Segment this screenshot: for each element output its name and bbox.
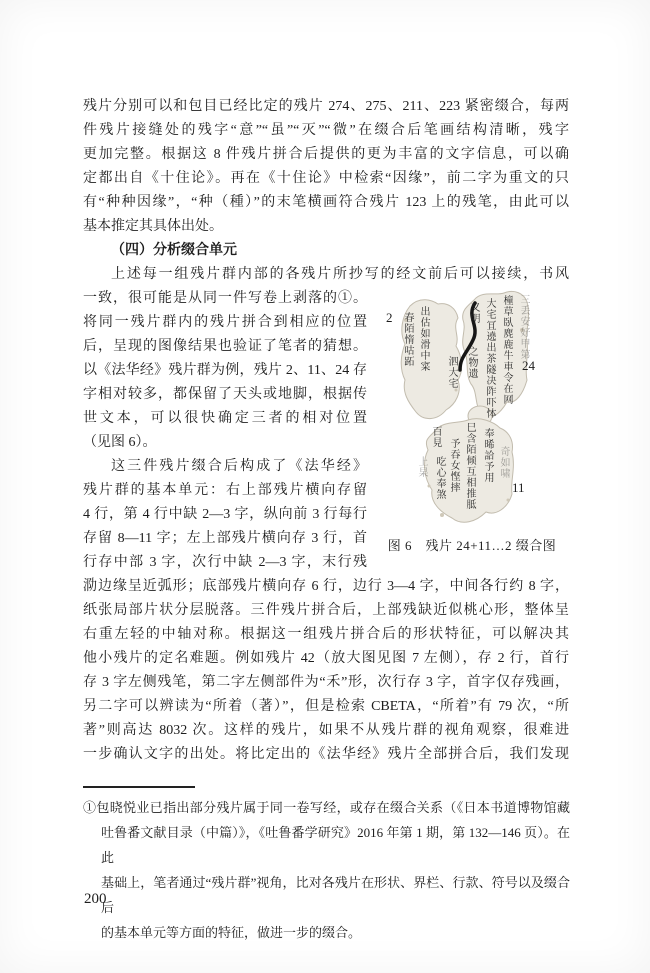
- text-line: 定都出自《十住论》。再在《十住论》中检索“因缘”，前二字为重文的只: [83, 171, 569, 186]
- text-line: 纸张局部片状分层脱落。三件残片拼合后，上部残缺近似桃心形，整体呈: [83, 603, 569, 618]
- fragment-label: 2: [386, 310, 393, 325]
- fragment-label: 24: [522, 358, 535, 373]
- footnote-line: 基础上，笔者通过“残片群”视角，比对各残片在形状、界栏、行款、符号以及缀合后: [101, 875, 570, 915]
- footnote-divider: [83, 786, 195, 788]
- manuscript-column: 之物遗: [466, 346, 477, 379]
- footnote-block: [83, 786, 570, 945]
- text-line: （四）分析缀合单元: [111, 243, 237, 258]
- text-line: 一致，很可能是从同一件写卷上剥落的①。: [83, 291, 367, 306]
- manuscript-column: 三丢安好甲第: [518, 294, 529, 360]
- text-line: 著”则高达 8032 次。这样的残片，如果不从残片群的视角观察，很难进: [83, 723, 569, 738]
- text-line: 一步确认文字的出处。将比定出的《法华经》残片全部拼合后，我们发现: [83, 747, 569, 762]
- text-line: 4 行，第 4 行中缺 2—3 字，纵向前 3 行每行: [83, 507, 367, 522]
- text-line: 行存中部 3 字，次行中缺 2—3 字，末行残: [83, 555, 367, 570]
- manuscript-column: 吃心奉煞: [434, 456, 445, 500]
- manuscript-column: 春陌惰咕跖: [402, 312, 413, 367]
- page-number: 200: [84, 891, 107, 907]
- manuscript-column: 巳含陌倾互相推胝: [464, 422, 475, 510]
- figure-6: [372, 290, 572, 554]
- figure-caption: 图 6 残片 24+11…2 缀合图: [387, 538, 557, 553]
- text-line: 字相对较多，都保留了天头或地脚，根据传: [83, 387, 367, 402]
- text-line: 以《法华经》残片群为例，残片 2、11、24 存: [83, 363, 367, 378]
- text-line: 更加完整。根据这 8 件残片拼合后提供的更为丰富的文字信息，可以确: [83, 147, 569, 162]
- text-line: 上述每一组残片群内部的各残片所抄写的经文前后可以接续，书风: [111, 267, 569, 282]
- text-line: 他小残片的定名难题。例如残片 42（放大图见图 7 左侧），存 2 行，首行: [83, 651, 569, 666]
- text-line: 将同一残片群内的残片拼合到相应的位置: [83, 315, 367, 330]
- manuscript-column: 予吞女悭摔: [448, 438, 459, 493]
- text-line: 右重左轻的中轴对称。根据这一组残片拼合后的形状特征，可以解决其: [83, 627, 569, 642]
- text-line: 存留 8—11 字；左上部残片横向存 3 行，首: [83, 531, 367, 546]
- text-line: 世文本，可以很快确定三者的相对位置: [83, 411, 367, 426]
- text-line: 存 3 字左侧残笔，第二字左侧部件为“禾”形，次行存 3 字，首字仅存残画，: [83, 675, 569, 690]
- text-line: 泐边缘呈近弧形；底部残片横向存 6 行，边行 3—4 字，中间各行约 8 字，: [83, 579, 569, 594]
- manuscript-column: 又明: [468, 302, 479, 324]
- footnote-line: 的基本单元等方面的特征，做进一步的缀合。: [101, 925, 362, 940]
- manuscript-column: 橦草臥麂鹿牛車令在网: [501, 295, 512, 405]
- text-line: 残片分别可以和包目已经比定的残片 274、275、211、223 紧密缀合，每两: [83, 99, 569, 114]
- manuscript-column: 大宅冝遶出茶隧决阼吓㤓: [484, 298, 495, 419]
- fragment-label: 11: [512, 480, 525, 495]
- footnote-line: 吐鲁番文献目录（中篇）》，《吐鲁番学研究》2016 年第 1 期，第 132—146 页）。在此: [101, 825, 570, 865]
- manuscript-column: 奇如啸: [498, 446, 509, 479]
- text-line: 基本推定其具体出处。: [83, 219, 223, 234]
- manuscript-column: 上杲: [416, 456, 427, 478]
- text-line: （见图 6）。: [83, 435, 157, 450]
- text-line: 这三件残片缀合后构成了《法华经》: [111, 459, 367, 474]
- footnote-line: ①包晓悦业已指出部分残片属于同一卷写经，或存在缀合关系（《日本书道博物馆藏: [83, 800, 570, 815]
- text-line: 另二字可以辨读为“所着（著）”，但是检索 CBETA，“所着”有 79 次，“所: [83, 699, 569, 714]
- manuscript-column: 泗大宅: [446, 356, 457, 389]
- footnote-text: [83, 795, 570, 945]
- manuscript-column: 奉晞詥予用: [482, 428, 493, 483]
- text-line: 后，呈现的图像结果也验证了笔者的猜想。: [83, 339, 367, 354]
- text-line: 残片群的基本单元：右上部残片横向存留: [83, 483, 367, 498]
- manuscript-column: 出估如滑中寀: [418, 306, 429, 372]
- text-line: 件残片接缝处的残字“意”“虽”“灭”“微”在缀合后笔画结构清晰，残字: [83, 123, 569, 138]
- text-line: 有“种种因缘”，“种（種）”的末笔横画符合残片 123 上的残笔，由此可以: [83, 195, 569, 210]
- manuscript-fragments-image: [372, 290, 572, 528]
- manuscript-column: 百見: [430, 426, 441, 448]
